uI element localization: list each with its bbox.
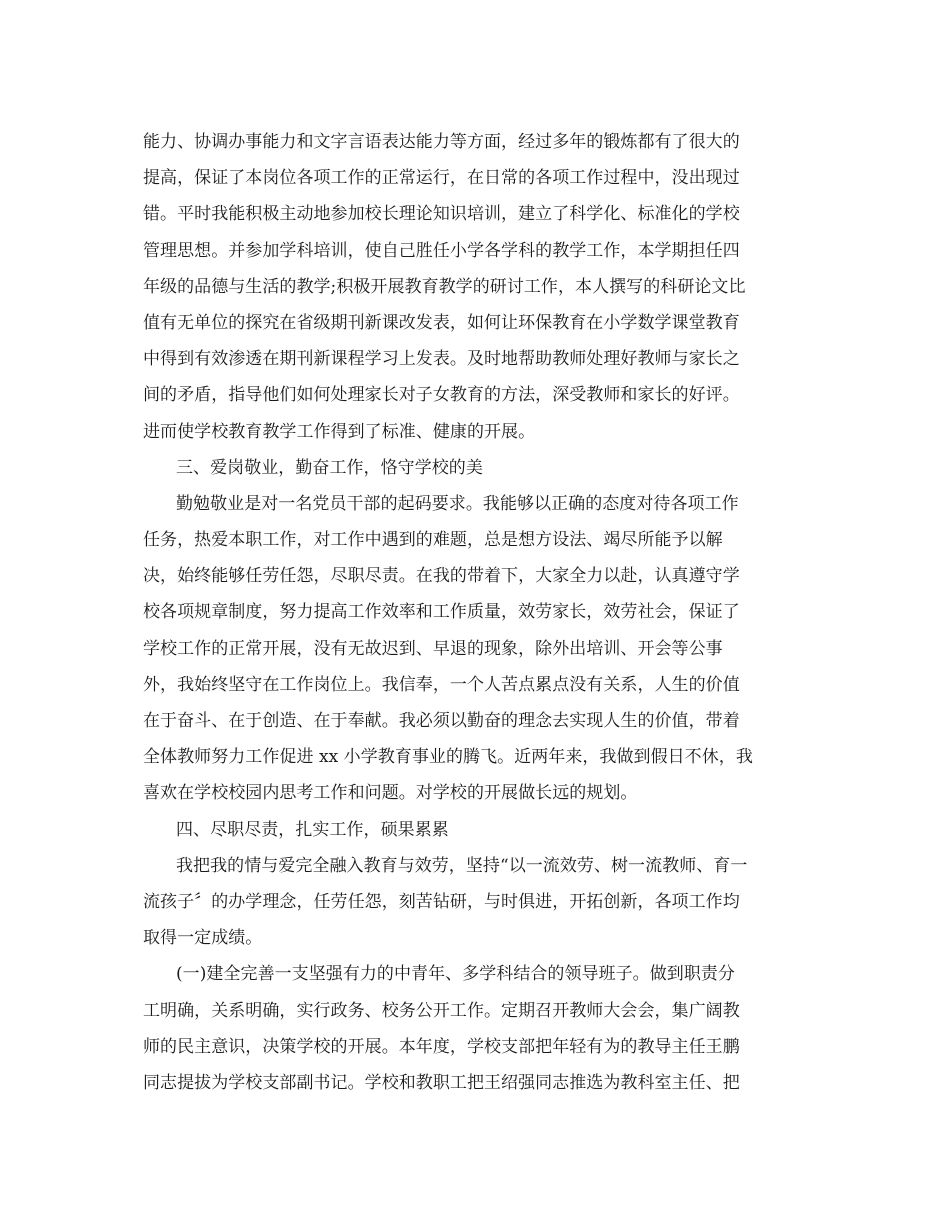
text-line: 四、尽职尽责，扎实工作，硕果累累	[176, 819, 449, 840]
text-line: 中得到有效渗透在期刊新课程学习上发表。及时地帮助教师处理好教师与家长之	[143, 349, 740, 370]
text-line: 喜欢在学校校园内思考工作和问题。对学校的开展做长远的规划。	[143, 783, 638, 804]
text-line: 提高，保证了本岗位各项工作的正常运行，在日常的各项工作过程中，没出现过	[143, 168, 740, 189]
text-line: 外，我始终坚守在工作岗位上。我信奉，一个人苦点累点没有关系，人生的价值	[143, 674, 740, 695]
text-line: 能力、协调办事能力和文字言语表达能力等方面，经过多年的锻炼都有了很大的	[143, 132, 740, 152]
text-line: 校各项规章制度，努力提高工作效率和工作质量，效劳家长，效劳社会，保证了	[143, 602, 740, 623]
text-line: 同志提拔为学校支部副书记。学校和教职工把王绍强同志推选为教科室主任、把	[143, 1072, 740, 1093]
text-line: 任务，热爱本职工作，对工作中遇到的难题，总是想方设法、竭尽所能予以解	[143, 530, 723, 551]
text-line: 师的民主意识，决策学校的开展。本年度，学校支部把年轻有为的教导主任王鹏	[143, 1036, 740, 1057]
document-body	[143, 124, 808, 1101]
text-line: 管理思想。并参加学科培训，使自己胜任小学各学科的教学工作，本学期担任四	[143, 240, 740, 261]
text-line: 在于奋斗、在于创造、在于奉献。我必须以勤奋的理念去实现人生的价值，带着	[143, 711, 740, 731]
text-line: 我把我的情与爱完全融入教育与效劳，坚持“以一流效劳、树一流教师、育一	[176, 855, 748, 876]
text-line: 全体教师努力工作促进 xx 小学教育事业的腾飞。近两年来，我做到假日不休，我	[143, 747, 753, 768]
text-line: 流孩子〞的办学理念，任劳任怨，刻苦钻研，与时俱进，开拓创新，各项工作均	[143, 891, 740, 912]
text-line: 年级的品德与生活的教学;积极开展教育教学的研讨工作，本人撰写的科研论文比	[143, 276, 746, 297]
text-line: 三、爱岗敬业，勤奋工作，恪守学校的美	[176, 457, 483, 478]
text-line: 勤勉敬业是对一名党员干部的起码要求。我能够以正确的态度对待各项工作	[176, 493, 739, 514]
text-line: 间的矛盾，指导他们如何处理家长对子女教育的方法，深受教师和家长的好评。	[143, 385, 740, 406]
text-line: 决，始终能够任劳任怨，尽职尽责。在我的带着下，大家全力以赴，认真遵守学	[143, 566, 740, 587]
text-line: 进而使学校教育教学工作得到了标准、健康的开展。	[143, 421, 536, 442]
text-line: 错。平时我能积极主动地参加校长理论知识培训，建立了科学化、标准化的学校	[143, 204, 740, 225]
text-line: 值有无单位的探究在省级期刊新课改发表，如何让环保教育在小学数学课堂教育	[143, 312, 740, 333]
text-line: (一)建全完善一支坚强有力的中青年、多学科结合的领导班子。做到职责分	[176, 964, 735, 985]
text-line: 学校工作的正常开展，没有无故迟到、早退的现象，除外出培训、开会等公事	[143, 638, 723, 659]
text-line: 取得一定成绩。	[143, 928, 263, 949]
text-line: 工明确，关系明确，实行政务、校务公开工作。定期召开教师大会会，集广阔教	[143, 1000, 740, 1021]
